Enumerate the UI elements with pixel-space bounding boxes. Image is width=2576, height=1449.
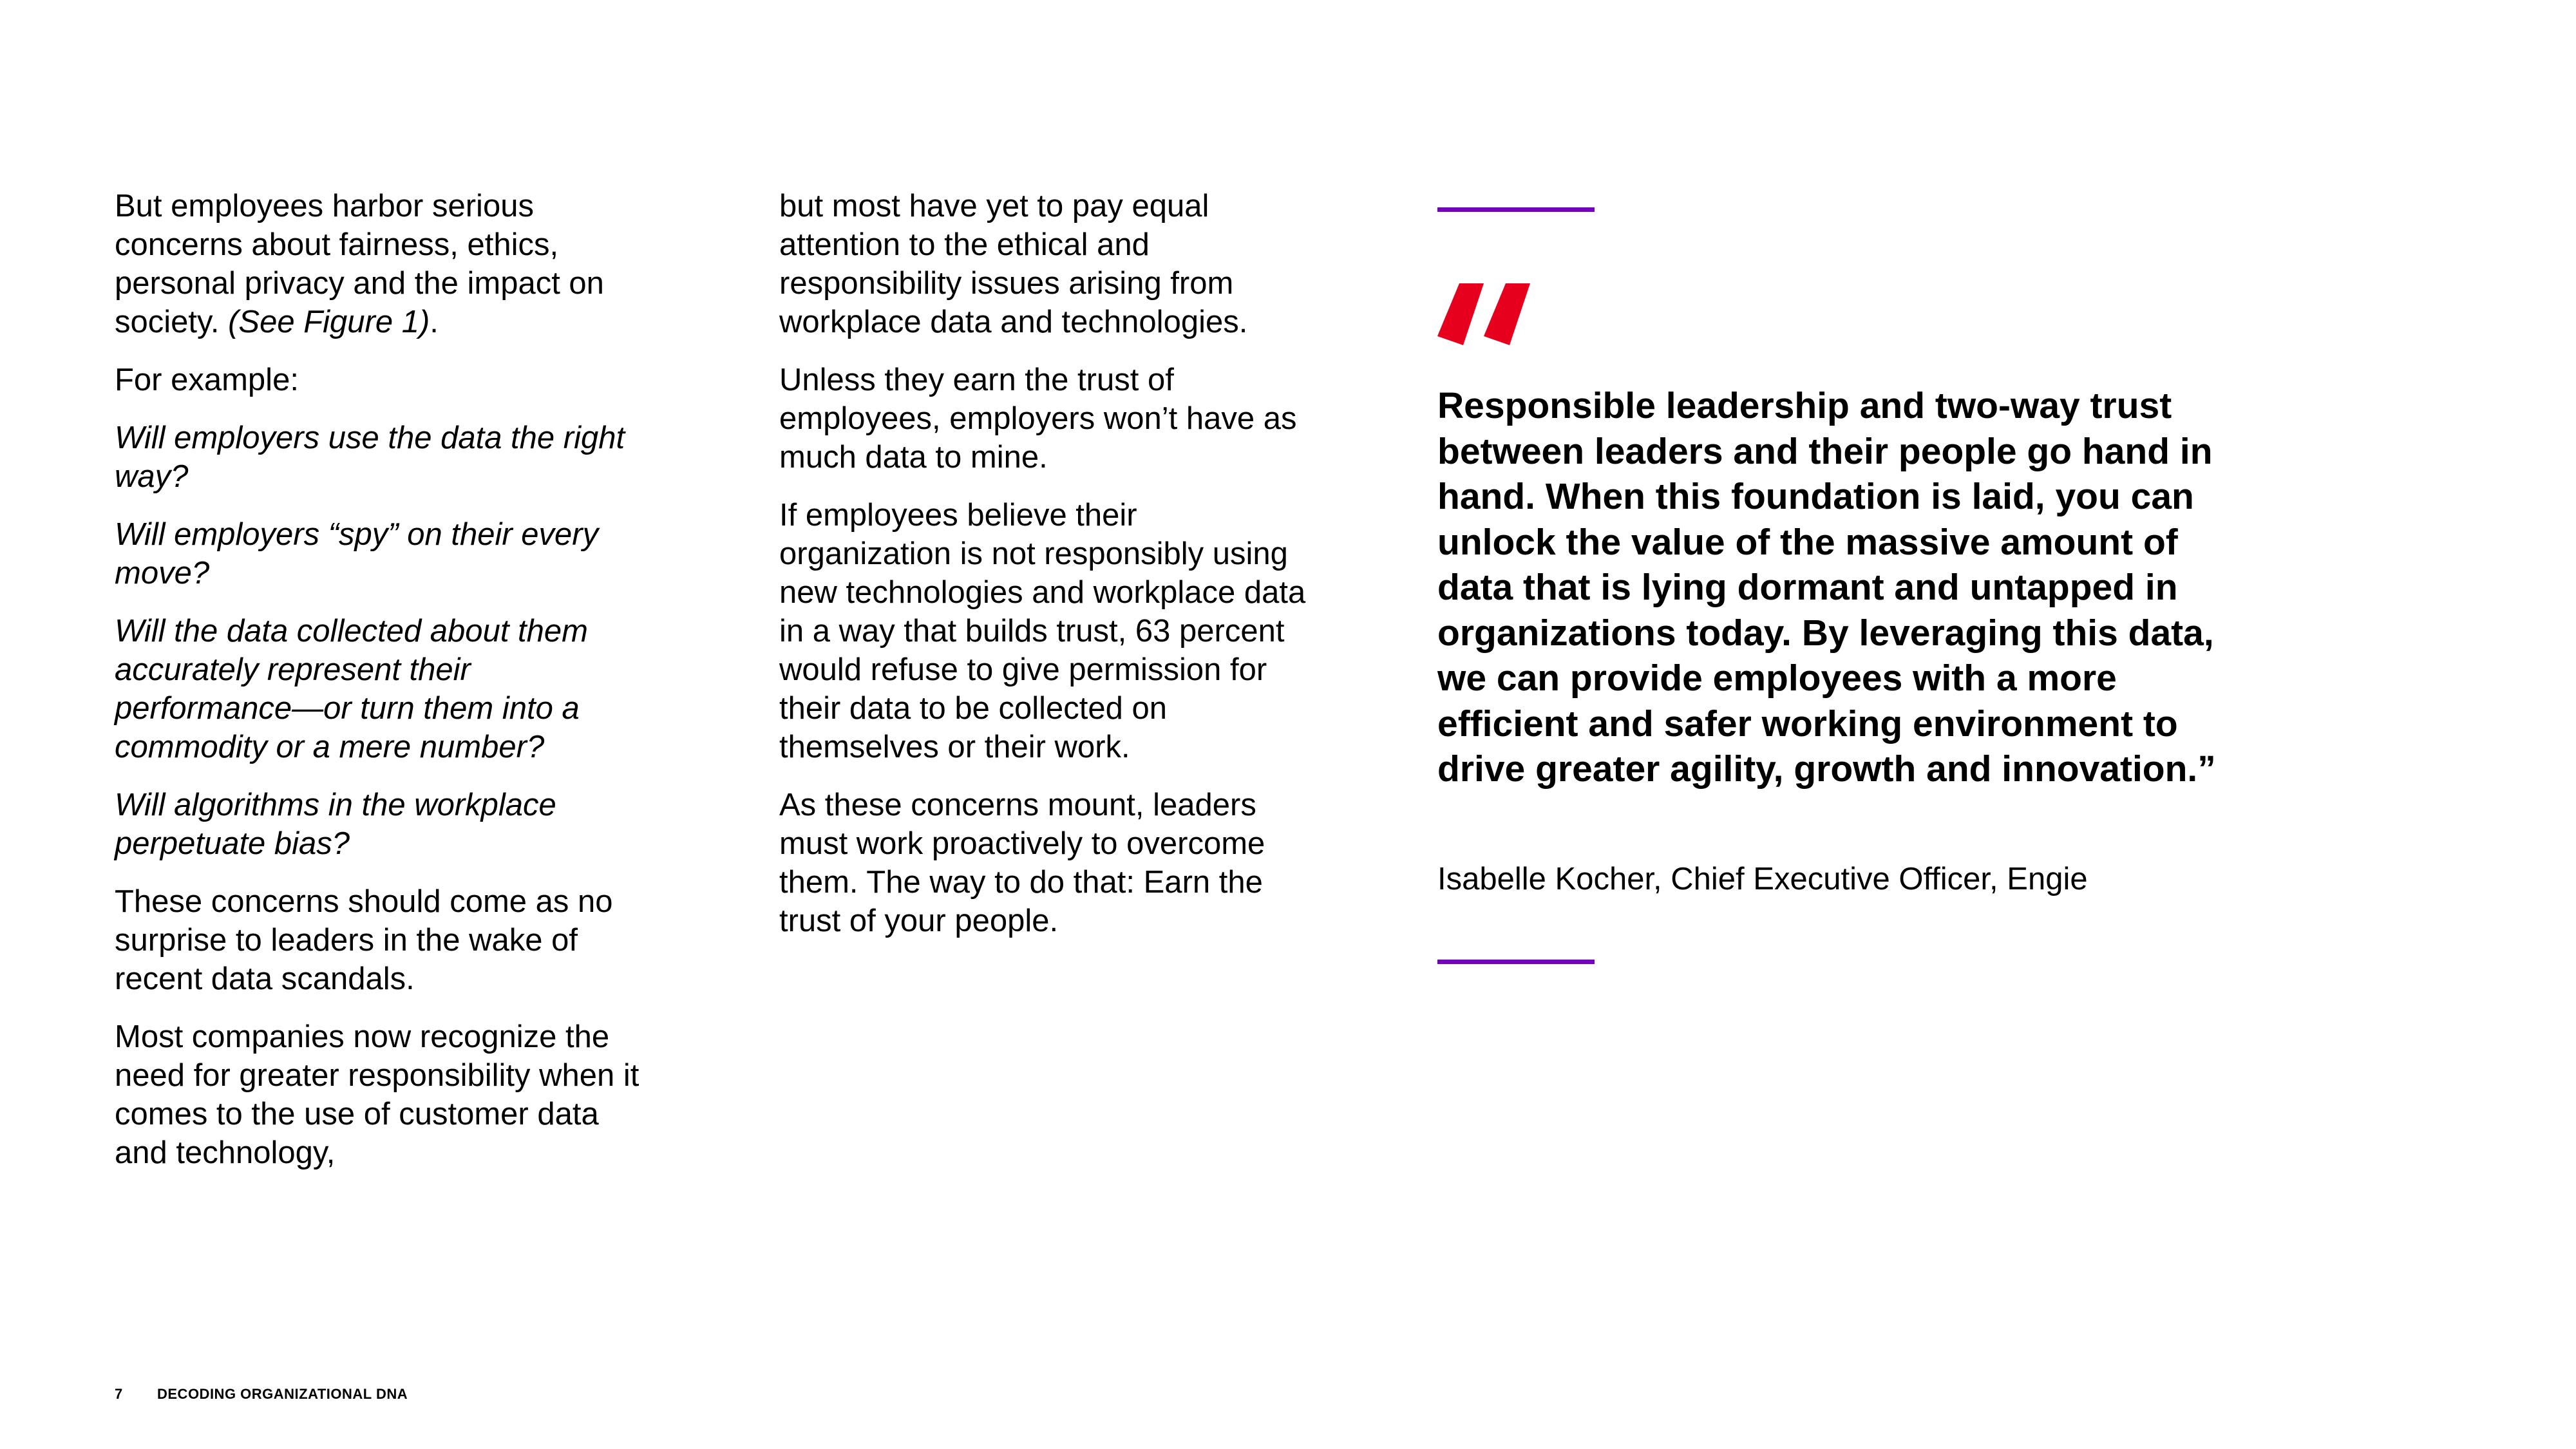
pull-quote-text: Responsible leadership and two-way trust between leaders and their people go hand in hand. When this foundation is laid, you can unlock the value of the massive amount of data that is lying dormant and untapped in organizations today. By leveraging this data, we can provide employees with a more efficient and safer working environment to drive greater agility, growth and innovation.” — [1437, 385, 2216, 790]
question: Will employers use the data the right way? — [115, 421, 625, 494]
paragraph-end: . — [430, 305, 439, 339]
quote-attribution: Isabelle Kocher, Chief Executive Officer, Engie — [1437, 862, 2088, 896]
paragraph: If employees believe their organization is not responsibly using new technologies and workplace data in a way that builds trust, 63 percent would refuse to give permission for their data to be collected on themselves or their work. — [779, 498, 1306, 764]
paragraph: Unless they earn the trust of employees, employers won’t have as much data to mine. — [779, 363, 1297, 475]
figure-reference: (See Figure 1) — [228, 305, 430, 339]
paragraph: Most companies now recognize the need for greater responsibility when it comes to the use of customer data and technology, — [115, 1019, 639, 1170]
question: Will employers “spy” on their every move? — [115, 517, 599, 591]
page-footer — [115, 1385, 408, 1404]
paragraph: but most have yet to pay equal attention to the ethical and responsibility issues arising from workplace data and technologies. — [779, 189, 1248, 339]
document-title: DECODING ORGANIZATIONAL DNA — [157, 1386, 408, 1402]
divider-top — [1437, 207, 1595, 212]
paragraph — [115, 187, 649, 341]
middle-text-column — [779, 187, 1307, 960]
page-number: 7 — [115, 1386, 123, 1402]
paragraph-text: But employees harbor serious concerns about fairness, ethics, personal privacy and the impact on society. — [115, 189, 604, 339]
left-text-column — [115, 187, 649, 1191]
question: Will algorithms in the workplace perpetuate bias? — [115, 788, 556, 861]
paragraph: For example: — [115, 363, 299, 397]
quote-mark-icon — [1437, 283, 1534, 345]
paragraph: These concerns should come as no surprise to leaders in the wake of recent data scandals. — [115, 884, 613, 996]
paragraph: As these concerns mount, leaders must work proactively to overcome them. The way to do that: Earn the trust of your people. — [779, 788, 1265, 938]
divider-bottom — [1437, 960, 1595, 964]
question: Will the data collected about them accurately represent their performance—or turn them into a commodity or a mere number? — [115, 614, 588, 764]
